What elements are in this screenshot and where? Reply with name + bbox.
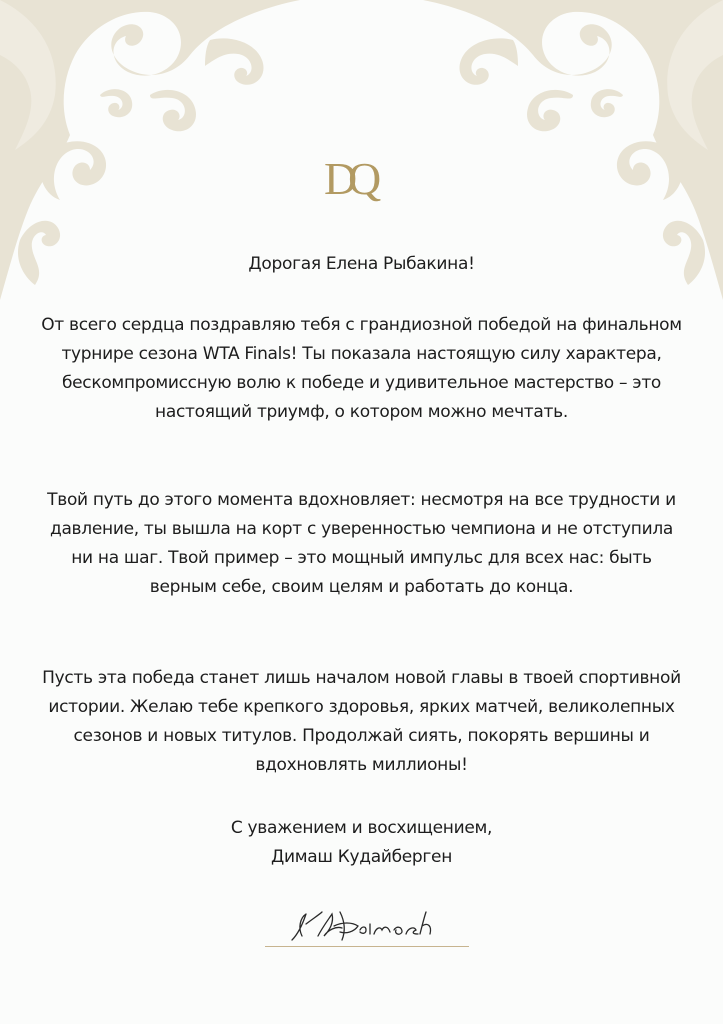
letter-paragraph-1: [40, 311, 683, 427]
letter-paragraph-2: [40, 486, 683, 602]
dq-monogram-logo: [322, 150, 396, 210]
sender-name: Димаш Кудайберген: [270, 847, 453, 867]
letter-greeting: Дорогая Елена Рыбакина!: [248, 254, 475, 274]
paragraph-text: От всего сердца поздравляю тебя с грандиозной победой на финальном турнире сезона WTA Finals! Ты показала настоящую силу характера, бескомпромиссную волю к победе и удивительное мастерство – это настоящий триумф, о котором можно мечтать.: [41, 315, 682, 422]
paragraph-text: Твой путь до этого момента вдохновляет: несмотря на все трудности и давление, ты вышла на корт с уверенностью чемпиона и не отступила ни на шаг. Твой пример – это мощный импульс для всех нас: быть верным себе, своим целям и работать до конца.: [47, 490, 676, 597]
closing-line: С уважением и восхищением,: [230, 818, 493, 838]
svg-text:Q: Q: [348, 153, 382, 204]
svg-text:D: D: [324, 153, 358, 204]
paragraph-text: Пусть эта победа станет лишь началом новой главы в твоей спортивной истории. Желаю тебе крепкого здоровья, ярких матчей, великолепных сезонов и новых титулов. Продолжай сиять, покорять вершины и вдохновлять миллионы!: [42, 668, 681, 775]
letter-paragraph-3: [40, 664, 683, 780]
signature-line: [265, 946, 469, 947]
letter-closing: [40, 814, 683, 872]
